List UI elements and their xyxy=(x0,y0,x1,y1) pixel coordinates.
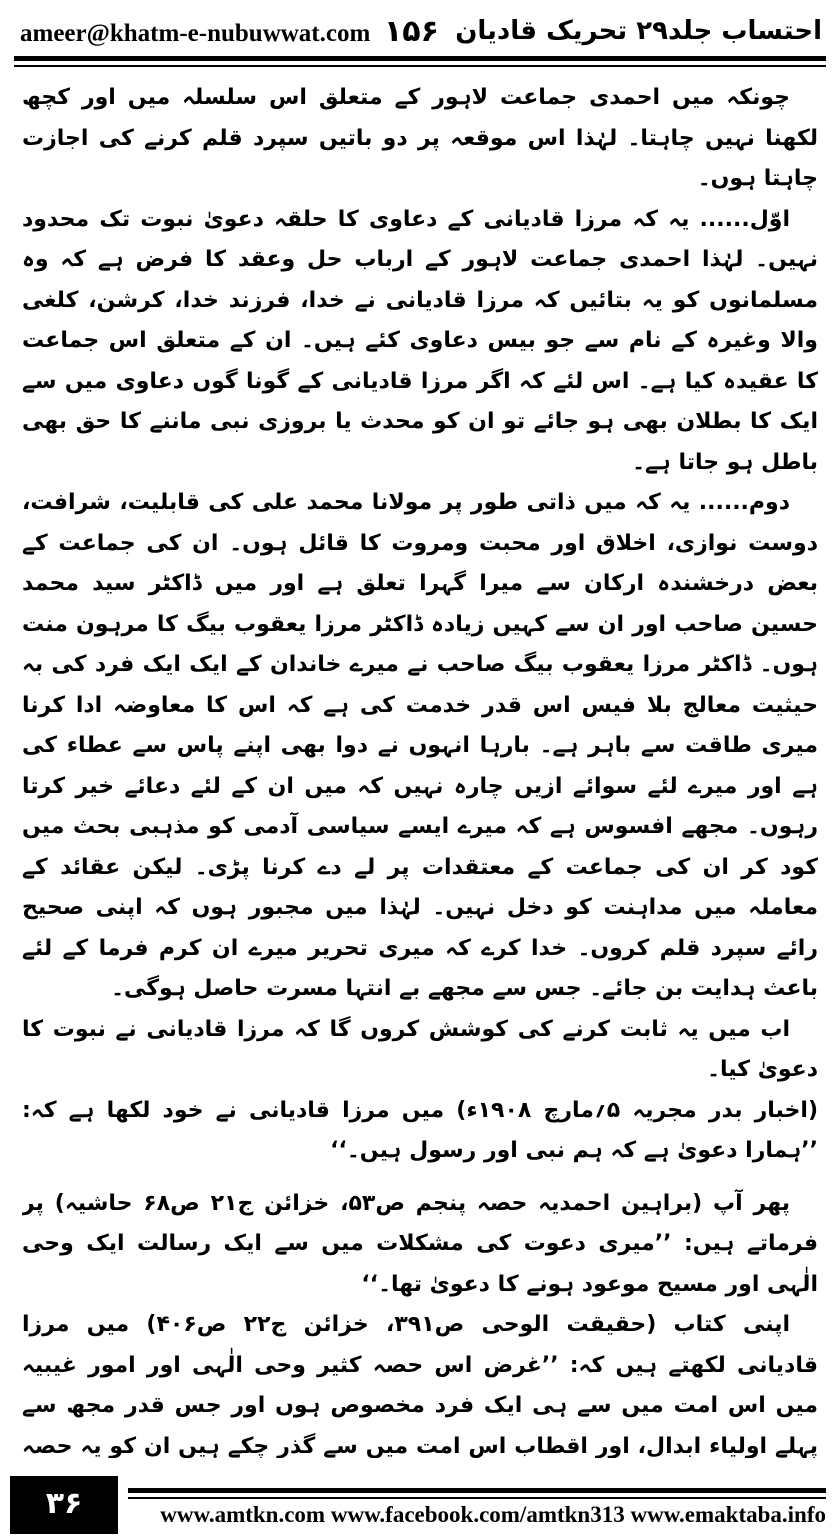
page-body xyxy=(22,78,818,1458)
header-rule-thin xyxy=(14,65,826,67)
page-footer xyxy=(0,1476,840,1540)
paragraph-quote-badr: (اخبار بدر مجریہ ۵؍مارچ ۱۹۰۸ء) میں مرزا قادیانی نے خود لکھا ہے کہ: ’’ہمارا دعویٰ ہے کہ ہم نبی اور رسول ہیں۔‘‘ xyxy=(22,1097,818,1163)
footer-rule-thick xyxy=(128,1488,826,1493)
paragraph-thesis: اب میں یہ ثابت کرنے کی کوشش کروں گا کہ مرزا قادیانی نے نبوت کا دعویٰ کیا۔ xyxy=(22,1016,818,1082)
header-email: ameer@khatm-e-nubuwwat.com xyxy=(20,20,371,47)
paragraph-quote-barahin: پھر آپ (براہین احمدیہ حصہ پنجم ص۵۳، خزائن ج۲۱ ص۶۸ حاشیہ) پر فرماتے ہیں: ’’میری دعوت کی مشکلات میں سے ایک رسالت ایک وحی الٰہی اور مسیح موعود ہونے کا دعویٰ تھا۔‘‘ xyxy=(22,1190,818,1297)
footer-rule-thin xyxy=(128,1497,826,1499)
header-page-number: ۱۵۶ xyxy=(384,14,439,49)
paragraph-intro: چونکہ میں احمدی جماعت لاہور کے متعلق اس سلسلہ میں اور کچھ لکھنا نہیں چاہتا۔ لہٰذا اس موقعہ پر دو باتیں سپرد قلم کرنے کی اجازت چاہتا ہوں۔ xyxy=(22,85,818,191)
page-header xyxy=(14,14,826,54)
paragraph-second-point: دوم...... یہ کہ میں ذاتی طور پر مولانا محمد علی کی قابلیت، شرافت، دوست نوازی، اخلاق اور محبت ومروت کا قائل ہوں۔ ان کی جماعت کے بعض درخشندہ ارکان سے میرا گہرا تعلق ہے اور میں ڈاکٹر سید محمد حسین صاحب اور ان سے کہیں زیادہ ڈاکٹر مرزا یعقوب بیگ کا مرہون منت ہوں۔ ڈاکٹر مرزا یعقوب بیگ صاحب نے میرے خاندان کے ایک ایک فرد کی بہ حیثیت معالج بلا فیس اس قدر خدمت کی ہے کہ اس کا معاوضہ ادا کرنا میری طاقت سے باہر ہے۔ بارہا انہوں نے دوا بھی اپنے پاس سے عطاء کی ہے اور میرے لئے سوائے ازیں چارہ نہیں کہ میں ان کے لئے دعائے خیر کرتا رہوں۔ مجھے افسوس ہے کہ میرے ایسے سیاسی آدمی کو مذہبی بحث میں کود کر ان کی جماعت کے معتقدات پر لے دے کرنا پڑی۔ لیکن عقائد کے معاملہ میں مداہنت کو دخل نہیں۔ لہٰذا میں مجبور ہوں کہ اپنی صحیح رائے سپرد قلم کروں۔ خدا کرے کہ میری تحریر میرے ان کرم فرما کے لئے باعث ہدایت بن جائے۔ جس سے مجھے بے انتہا مسرت حاصل ہوگی۔ xyxy=(22,490,818,1001)
header-book-title: احتساب جلد۲۹ تحریک قادیان xyxy=(455,16,822,46)
footer-page-number: ۳۶ xyxy=(10,1476,118,1534)
header-rule-thick xyxy=(14,56,826,61)
paragraph-quote-haqiqat: اپنی کتاب (حقیقت الوحی ص۳۹۱، خزائن ج۲۲ ص۴۰۶) میں مرزا قادیانی لکھتے ہیں کہ: ’’غرض اس حصہ کثیر وحی الٰہی اور امور غیبیہ میں اس امت میں سے ہی ایک فرد مخصوص ہوں اور جس قدر مجھ سے پہلے اولیاء ابدال، اور اقطاب اس امت میں سے گذر چکے ہیں ان کو یہ حصہ xyxy=(22,1312,818,1458)
paragraph-first-point: اوّل...... یہ کہ مرزا قادیانی کے دعاوی کا حلقہ دعویٰ نبوت تک محدود نہیں۔ لہٰذا احمدی جماعت لاہور کے ارباب حل وعقد کا فرض ہے کہ وہ مسلمانوں کو یہ بتائیں کہ مرزا قادیانی نے خدا، فرزند خدا، کرشن، کلغی والا وغیرہ کے نام سے جو بیس دعاوی کئے ہیں۔ ان کے متعلق اس جماعت کا عقیدہ کیا ہے۔ اس لئے کہ اگر مرزا قادیانی کے گونا گوں دعاوی میں سے ایک کا بطلان بھی ہو جائے تو ان کو محدث یا بروزی نبی ماننے کا حق بھی باطل ہو جاتا ہے۔ xyxy=(22,206,818,475)
footer-links: www.amtkn.com www.facebook.com/amtkn313 www.emaktaba.info xyxy=(160,1502,826,1527)
